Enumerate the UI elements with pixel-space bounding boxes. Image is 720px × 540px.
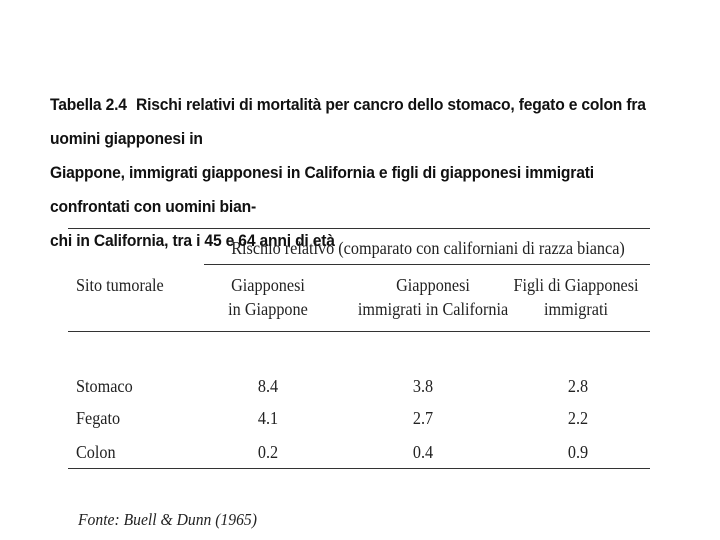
row-site: Fegato [76, 408, 121, 428]
group-header-rule [204, 264, 650, 265]
row-value: 2.7 [412, 408, 434, 428]
col-header-1-line-1: Giapponesi [231, 275, 305, 295]
row-value: 0.2 [257, 442, 279, 462]
row-value: 8.4 [257, 376, 279, 396]
row-site: Stomaco [76, 376, 133, 396]
bottom-rule [68, 468, 650, 469]
row-value: 4.1 [257, 408, 279, 428]
source-note: Fonte: Buell & Dunn (1965) [78, 510, 257, 529]
caption-line-1 [50, 88, 657, 156]
group-header: Rischio relativo (comparato con californiani di razza bianca) [231, 238, 625, 258]
col-header-1-line-2: in Giappone [228, 299, 308, 319]
caption-line-1-text: Rischi relativi di mortalità per cancro dello stomaco, fegato e colon fra uomini giapponesi in [50, 95, 646, 148]
table-caption [50, 88, 657, 258]
row-value: 0.4 [412, 442, 434, 462]
col-header-3-line-1: Figli di Giapponesi [513, 275, 639, 295]
top-rule [68, 228, 650, 229]
caption-label: Tabella 2.4 [50, 95, 127, 114]
col-header-2-line-2: immigrati in California [357, 299, 509, 319]
site-header: Sito tumorale [76, 275, 164, 295]
row-value: 3.8 [412, 376, 434, 396]
caption-line-2: Giappone, immigrati giapponesi in California e figli di giapponesi immigrati confrontati con uomini bian- [50, 163, 594, 216]
row-value: 2.8 [567, 376, 589, 396]
row-value: 0.9 [567, 442, 589, 462]
caption-line-3: chi in California, tra i 45 e 64 anni di età [50, 231, 335, 250]
col-header-2-line-1: Giapponesi [396, 275, 470, 295]
header-bottom-rule [68, 331, 650, 332]
col-header-3-line-2: immigrati [544, 299, 608, 319]
row-value: 2.2 [567, 408, 589, 428]
row-site: Colon [76, 442, 116, 462]
